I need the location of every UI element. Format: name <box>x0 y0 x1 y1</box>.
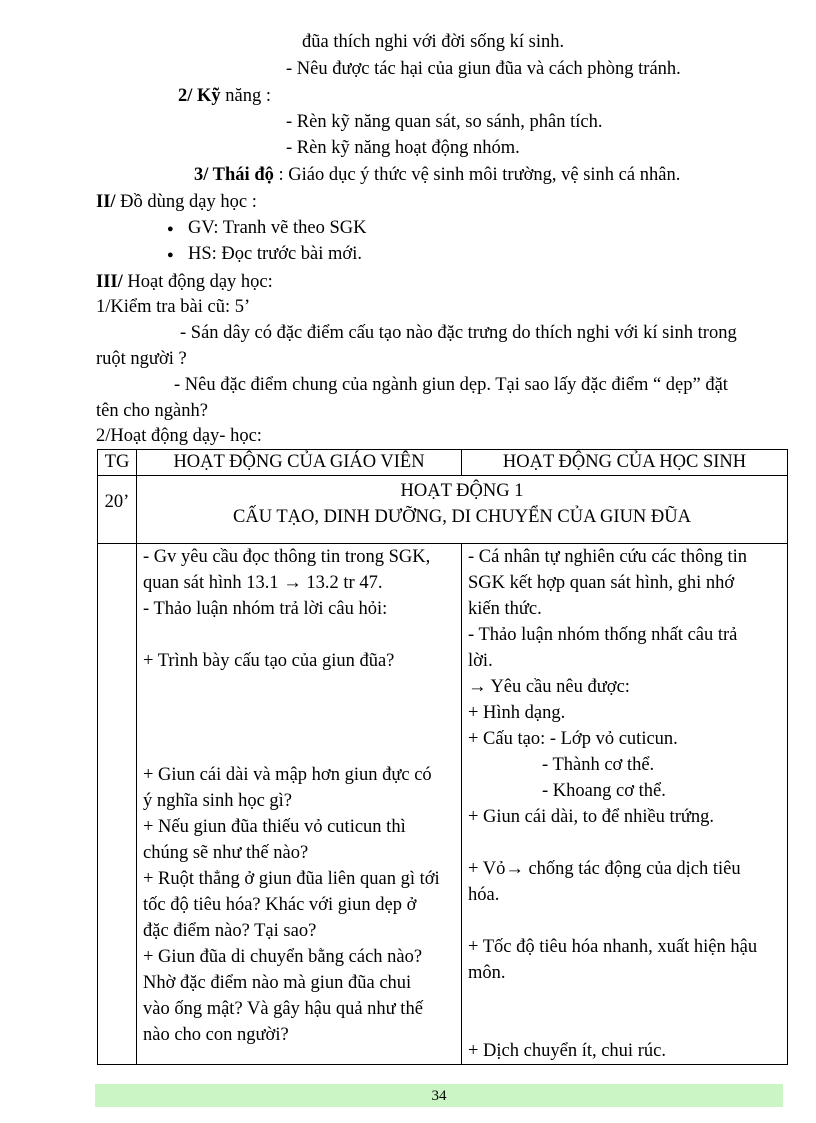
student-line: + Dịch chuyển ít, chui rúc. <box>468 1041 666 1061</box>
teacher-line: ý nghĩa sinh học gì? <box>143 791 293 811</box>
time-empty-cell <box>98 544 137 1065</box>
student-line <box>468 1012 783 1038</box>
teacher-line: đặc điểm nào? Tại sao? <box>143 921 317 941</box>
teacher-line <box>143 700 457 726</box>
attitude-text: : Giáo dục ý thức vệ sinh môi trường, vệ sinh cá nhân. <box>278 165 681 185</box>
attitude-heading: 3/ Thái độ <box>194 165 274 185</box>
question-2-line-2: tên cho ngành? <box>96 401 208 421</box>
student-line: + Hình dạng. <box>468 703 566 723</box>
materials-item-hs: ● HS: Đọc trước bài mới. <box>188 242 362 266</box>
page-footer <box>95 1084 783 1107</box>
student-line: - Khoang cơ thể. <box>468 781 666 801</box>
header-student: HOẠT ĐỘNG CỦA HỌC SINH <box>462 450 788 476</box>
skills-heading-text: năng : <box>225 86 272 106</box>
question-1-line-1: - Sán dây có đặc điểm cấu tạo nào đặc trưng do thích nghi với kí sinh trong <box>180 323 737 343</box>
teacher-line <box>143 726 457 752</box>
student-line: môn. <box>468 963 506 983</box>
student-line: - Thành cơ thể. <box>468 755 655 775</box>
student-line: - Cá nhân tự nghiên cứu các thông tin <box>468 547 747 567</box>
teacher-line: chúng sẽ như thế nào? <box>143 843 309 863</box>
student-line: + Cấu tạo: - Lớp vỏ cuticun. <box>468 729 678 749</box>
student-line: + Vỏ→ chống tác động của dịch tiêu <box>468 859 741 879</box>
materials-heading-number: II/ <box>96 192 116 212</box>
student-line: - Thảo luận nhóm thống nhất câu trả <box>468 625 738 645</box>
teacher-line <box>143 622 457 648</box>
question-2-line-1: - Nêu đặc điểm chung của ngành giun dẹp. Tại sao lấy đặc điểm “ dẹp” đặt <box>174 375 728 395</box>
student-line: SGK kết hợp quan sát hình, ghi nhớ <box>468 573 735 593</box>
student-line <box>468 830 783 856</box>
activities-heading-number: III/ <box>96 272 123 292</box>
skills-heading <box>178 84 271 108</box>
lesson-table <box>97 449 788 1065</box>
activities-heading <box>96 270 273 294</box>
activities-heading-text: Hoạt động dạy học: <box>127 272 273 292</box>
intro-line-2: - Nêu được tác hại của giun đũa và cách phòng tránh. <box>286 59 681 79</box>
teacher-line: + Giun cái dài và mập hơn giun đực có <box>143 765 432 785</box>
teacher-line: quan sát hình 13.1 → 13.2 tr 47. <box>143 573 383 593</box>
activity-title-cell <box>137 476 788 544</box>
student-line: → Yêu cầu nêu được: <box>468 677 630 697</box>
header-teacher: HOẠT ĐỘNG CỦA GIÁO VIÊN <box>137 450 462 476</box>
attitude-line <box>194 163 680 187</box>
teacher-line: - Gv yêu cầu đọc thông tin trong SGK, <box>143 547 431 567</box>
skills-heading-number: 2/ Kỹ <box>178 86 221 106</box>
activity-subtitle: CẤU TẠO, DINH DƯỠNG, DI CHUYỂN CỦA GIUN ĐŨA <box>233 507 691 527</box>
student-line: kiến thức. <box>468 599 542 619</box>
question-1-line-2: ruột người ? <box>96 349 187 369</box>
teacher-line: nào cho con người? <box>143 1025 289 1045</box>
teacher-line: tốc độ tiêu hóa? Khác với giun dẹp ở <box>143 895 417 915</box>
teacher-line: + Trình bày cấu tạo của giun đũa? <box>143 651 395 671</box>
materials-item-gv: ● GV: Tranh vẽ theo SGK <box>188 216 367 240</box>
teacher-line <box>143 674 457 700</box>
intro-line-1: đũa thích nghi với đời sống kí sinh. <box>302 32 565 52</box>
student-activities-cell <box>462 544 788 1065</box>
skill-1: - Rèn kỹ năng quan sát, so sánh, phân tích. <box>286 112 603 132</box>
student-line: lời. <box>468 651 493 671</box>
student-line <box>468 908 783 934</box>
activity-title: HOẠT ĐỘNG 1 <box>400 481 524 501</box>
teacher-spacer <box>143 752 457 762</box>
student-line: + Tốc độ tiêu hóa nhanh, xuất hiện hậu <box>468 937 758 957</box>
skill-2: - Rèn kỹ năng hoạt động nhóm. <box>286 138 520 158</box>
table-header-row <box>98 450 788 476</box>
time-cell: 20’ <box>98 476 137 544</box>
header-tg: TG <box>98 450 137 476</box>
teacher-line: Nhờ đặc điểm nào mà giun đũa chui <box>143 973 412 993</box>
teacher-activities-cell <box>137 544 462 1065</box>
teacher-line: + Ruột thẳng ở giun đũa liên quan gì tới <box>143 869 440 889</box>
materials-heading-text: Đồ dùng dạy học : <box>120 192 257 212</box>
page-number: 34 <box>431 1088 447 1104</box>
student-line: hóa. <box>468 885 500 905</box>
student-line: + Giun cái dài, to để nhiều trứng. <box>468 807 715 827</box>
activity-content-row <box>98 544 788 1065</box>
activity-title-row <box>98 476 788 544</box>
teacher-line: vào ống mật? Và gây hậu quả như thế <box>143 999 423 1019</box>
teacher-line: + Nếu giun đũa thiếu vỏ cuticun thì <box>143 817 406 837</box>
materials-heading <box>96 190 257 214</box>
teaching-heading: 2/Hoạt động dạy- học: <box>96 426 262 446</box>
teacher-line: + Giun đũa di chuyển bằng cách nào? <box>143 947 423 967</box>
student-line <box>468 986 783 1012</box>
check-old-lesson: 1/Kiểm tra bài cũ: 5’ <box>96 297 251 317</box>
teacher-line: - Thảo luận nhóm trả lời câu hỏi: <box>143 599 388 619</box>
